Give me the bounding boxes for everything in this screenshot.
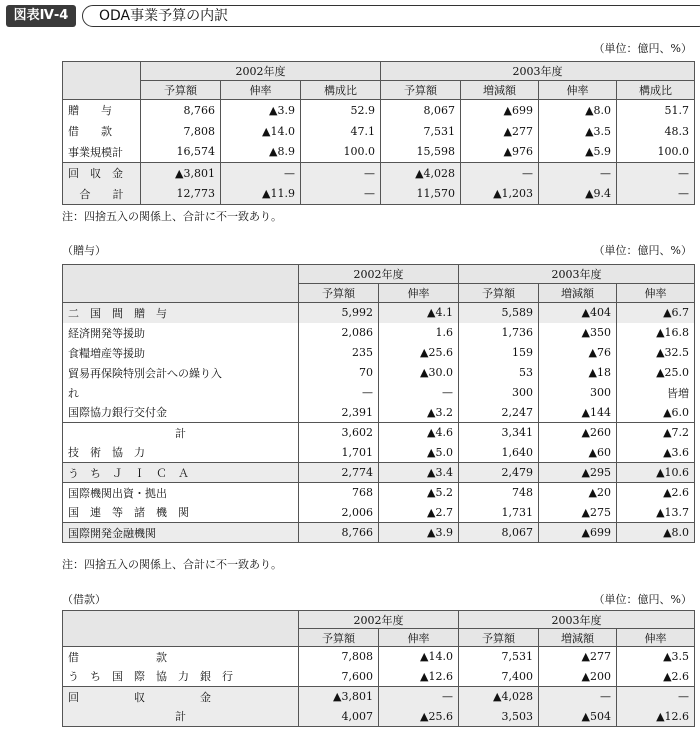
row-label: 経済開発等援助 [63, 323, 299, 343]
table-cell: ▲76 [539, 343, 617, 363]
row-label: 計 [63, 423, 299, 443]
table-cell: ▲5.9 [539, 142, 617, 163]
table-row [63, 363, 695, 383]
table-row [63, 383, 695, 403]
table1 [62, 61, 695, 205]
table-cell: 7,531 [459, 647, 539, 667]
table-cell: ▲11.9 [221, 184, 301, 205]
table-cell: — [379, 383, 459, 403]
table-cell: ▲3.6 [617, 443, 695, 463]
row-label: 贈 与 [63, 100, 141, 121]
row-label: 貿易再保険特別会計への繰り入 [63, 363, 299, 383]
table-cell: 235 [299, 343, 379, 363]
table-cell: — [617, 163, 695, 184]
table-cell: ▲4.6 [379, 423, 459, 443]
table-cell: ▲3.9 [379, 523, 459, 543]
table-cell: 53 [459, 363, 539, 383]
table-row [63, 323, 695, 343]
table-cell: ▲404 [539, 303, 617, 323]
table-row [63, 523, 695, 543]
table-cell: 768 [299, 483, 379, 503]
table-cell: ▲9.4 [539, 184, 617, 205]
table-cell: 100.0 [301, 142, 381, 163]
table-cell: ▲14.0 [379, 647, 459, 667]
row-label: 回 収 金 [63, 687, 299, 707]
table-cell: 47.1 [301, 121, 381, 142]
table-cell: ▲10.6 [617, 463, 695, 483]
row-label: う ち 国 際 協 力 銀 行 [63, 667, 299, 687]
table-cell: ▲200 [539, 667, 617, 687]
table1-corner [63, 62, 141, 100]
table-cell: 7,531 [381, 121, 461, 142]
row-label: 技 術 協 力 [63, 443, 299, 463]
table-cell: — [617, 184, 695, 205]
table2-caption: （贈与） [62, 244, 106, 257]
table-cell: ▲699 [461, 100, 539, 121]
table-row [63, 687, 695, 707]
table-cell: 3,341 [459, 423, 539, 443]
table-cell: ▲20 [539, 483, 617, 503]
table-cell: — [539, 687, 617, 707]
row-label: 国際開発金融機関 [63, 523, 299, 543]
table2-year-2002: 2002年度 [299, 265, 459, 284]
table-row [63, 503, 695, 523]
table-cell: ▲144 [539, 403, 617, 423]
column-header: 予算額 [459, 284, 539, 303]
table-cell: ▲3.5 [617, 647, 695, 667]
row-label: 国際機関出資・拠出 [63, 483, 299, 503]
table-cell: 8,766 [141, 100, 221, 121]
table-cell: ▲4,028 [459, 687, 539, 707]
table-cell: ▲6.7 [617, 303, 695, 323]
table-cell: 1,731 [459, 503, 539, 523]
table-cell: ▲1,203 [461, 184, 539, 205]
column-header: 予算額 [459, 629, 539, 647]
table-row [63, 142, 695, 163]
column-header: 予算額 [299, 284, 379, 303]
table-cell: 1.6 [379, 323, 459, 343]
table1-year-2002: 2002年度 [141, 62, 381, 81]
table-cell: 300 [459, 383, 539, 403]
table-cell: ▲8.0 [617, 523, 695, 543]
table-cell: ▲25.6 [379, 343, 459, 363]
table-row [63, 163, 695, 184]
table-cell: ▲25.6 [379, 707, 459, 727]
table-cell: ▲25.0 [617, 363, 695, 383]
table-cell: — [221, 163, 301, 184]
table-cell: — [299, 383, 379, 403]
table-cell: 2,247 [459, 403, 539, 423]
table-cell: ▲5.0 [379, 443, 459, 463]
table-cell: — [617, 687, 695, 707]
table-cell: 11,570 [381, 184, 461, 205]
table3 [62, 610, 695, 727]
table-cell: 48.3 [617, 121, 695, 142]
table-row [63, 707, 695, 727]
table-cell: ▲277 [539, 647, 617, 667]
table-cell: 100.0 [617, 142, 695, 163]
column-header: 増減額 [539, 629, 617, 647]
table-cell: ▲699 [539, 523, 617, 543]
table3-unit: （単位：億円、%） [593, 593, 692, 606]
table-cell: ▲2.7 [379, 503, 459, 523]
column-header: 増減額 [461, 81, 539, 100]
table-cell: ▲13.7 [617, 503, 695, 523]
table-cell: — [461, 163, 539, 184]
table-cell: ▲504 [539, 707, 617, 727]
row-label: 回 収 金 [63, 163, 141, 184]
table-cell: 16,574 [141, 142, 221, 163]
table-cell: 3,602 [299, 423, 379, 443]
table-row [63, 403, 695, 423]
table-cell: ▲5.2 [379, 483, 459, 503]
table-cell: 15,598 [381, 142, 461, 163]
table-cell: ▲3.4 [379, 463, 459, 483]
table-cell: — [301, 163, 381, 184]
row-label: う ち Ｊ Ｉ Ｃ Ａ [63, 463, 299, 483]
table2-corner [63, 265, 299, 303]
table-row [63, 184, 695, 205]
table-row [63, 443, 695, 463]
table-cell: ▲3,801 [141, 163, 221, 184]
column-header: 伸率 [617, 284, 695, 303]
table-cell: ▲3.9 [221, 100, 301, 121]
table-cell: — [301, 184, 381, 205]
table-cell: 12,773 [141, 184, 221, 205]
table-cell: 5,992 [299, 303, 379, 323]
table-cell: 2,479 [459, 463, 539, 483]
row-label: 国 連 等 諸 機 関 [63, 503, 299, 523]
table-cell: 2,006 [299, 503, 379, 523]
table-cell: ▲350 [539, 323, 617, 343]
table-cell: 51.7 [617, 100, 695, 121]
table-cell: ▲260 [539, 423, 617, 443]
table-cell: ▲2.6 [617, 483, 695, 503]
table-cell: 7,600 [299, 667, 379, 687]
table3-year-2002: 2002年度 [299, 611, 459, 629]
row-label: 食糧増産等援助 [63, 343, 299, 363]
table-cell: ▲30.0 [379, 363, 459, 383]
table2-unit: （単位：億円、%） [593, 244, 692, 257]
table-cell: ▲7.2 [617, 423, 695, 443]
table-cell: ▲4,028 [381, 163, 461, 184]
figure-header [6, 5, 694, 27]
column-header: 伸率 [379, 629, 459, 647]
table-cell: 5,589 [459, 303, 539, 323]
table-row [63, 121, 695, 142]
table3-year-2003: 2003年度 [459, 611, 695, 629]
column-header: 伸率 [379, 284, 459, 303]
column-header: 構成比 [617, 81, 695, 100]
table-row [63, 303, 695, 323]
table-cell: ▲3.2 [379, 403, 459, 423]
row-label: 借 款 [63, 647, 299, 667]
table-cell: ▲8.0 [539, 100, 617, 121]
table-cell: 皆増 [617, 383, 695, 403]
table-cell: — [379, 687, 459, 707]
figure-label: 図表Ⅳ-4 [6, 5, 76, 27]
table-cell: ▲32.5 [617, 343, 695, 363]
table-cell: ▲12.6 [379, 667, 459, 687]
table-cell: 159 [459, 343, 539, 363]
row-label: 国際協力銀行交付金 [63, 403, 299, 423]
table-cell: ▲976 [461, 142, 539, 163]
table1-note: 注：四捨五入の関係上、合計に不一致あり。 [62, 210, 282, 223]
table-cell: 1,701 [299, 443, 379, 463]
table-cell: ▲2.6 [617, 667, 695, 687]
table3-corner [63, 611, 299, 647]
table2 [62, 264, 695, 543]
table-cell: ▲4.1 [379, 303, 459, 323]
figure-title: ODA事業予算の内訳 [82, 5, 700, 27]
row-label: 合 計 [63, 184, 141, 205]
table-cell: 8,766 [299, 523, 379, 543]
table1-unit: （単位：億円、%） [593, 42, 692, 55]
table-cell: 1,640 [459, 443, 539, 463]
table-cell: 52.9 [301, 100, 381, 121]
table-row [63, 463, 695, 483]
table-row [63, 667, 695, 687]
table-cell: ▲8.9 [221, 142, 301, 163]
table-row [63, 483, 695, 503]
table-cell: 7,808 [141, 121, 221, 142]
table-cell: 2,086 [299, 323, 379, 343]
row-label: 借 款 [63, 121, 141, 142]
table-cell: 70 [299, 363, 379, 383]
table-cell: 300 [539, 383, 617, 403]
table-cell: ▲14.0 [221, 121, 301, 142]
column-header: 構成比 [301, 81, 381, 100]
table-cell: ▲60 [539, 443, 617, 463]
column-header: 増減額 [539, 284, 617, 303]
row-label: れ [63, 383, 299, 403]
table-cell: ▲12.6 [617, 707, 695, 727]
table-cell: ▲3.5 [539, 121, 617, 142]
table-cell: — [539, 163, 617, 184]
table-cell: 7,808 [299, 647, 379, 667]
table-row [63, 423, 695, 443]
column-header: 予算額 [141, 81, 221, 100]
table-cell: ▲3,801 [299, 687, 379, 707]
table-cell: 2,391 [299, 403, 379, 423]
table2-year-2003: 2003年度 [459, 265, 695, 284]
table-cell: 8,067 [459, 523, 539, 543]
table-cell: 8,067 [381, 100, 461, 121]
table-cell: 7,400 [459, 667, 539, 687]
table2-note: 注：四捨五入の関係上、合計に不一致あり。 [62, 558, 282, 571]
table-cell: 3,503 [459, 707, 539, 727]
table-row [63, 647, 695, 667]
table-cell: ▲275 [539, 503, 617, 523]
column-header: 予算額 [299, 629, 379, 647]
column-header: 伸率 [617, 629, 695, 647]
column-header: 伸率 [221, 81, 301, 100]
table-cell: 4,007 [299, 707, 379, 727]
row-label: 計 [63, 707, 299, 727]
table-cell: 1,736 [459, 323, 539, 343]
table-cell: ▲6.0 [617, 403, 695, 423]
table-cell: 2,774 [299, 463, 379, 483]
table3-caption: （借款） [62, 593, 106, 606]
table-cell: ▲18 [539, 363, 617, 383]
table-row [63, 343, 695, 363]
column-header: 予算額 [381, 81, 461, 100]
row-label: 事業規模計 [63, 142, 141, 163]
table-cell: ▲277 [461, 121, 539, 142]
row-label: 二 国 間 贈 与 [63, 303, 299, 323]
table-row [63, 100, 695, 121]
column-header: 伸率 [539, 81, 617, 100]
table1-year-2003: 2003年度 [381, 62, 695, 81]
table-cell: 748 [459, 483, 539, 503]
table-cell: ▲295 [539, 463, 617, 483]
table-cell: ▲16.8 [617, 323, 695, 343]
